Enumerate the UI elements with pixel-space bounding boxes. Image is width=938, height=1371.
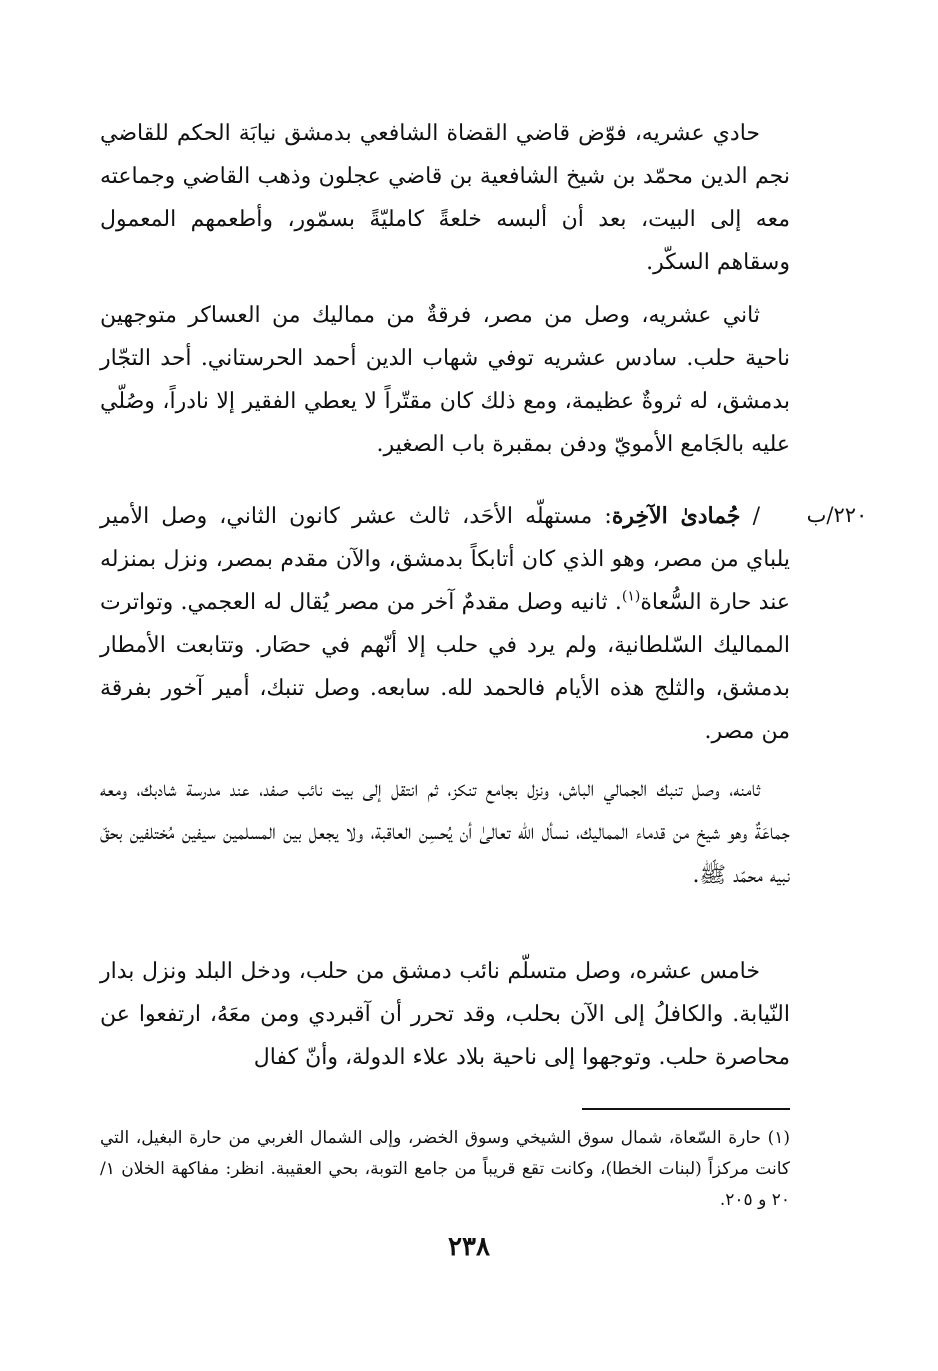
manuscript-folio-note: ٢٢٠/ب xyxy=(806,503,868,527)
heading-colon: : xyxy=(604,504,612,529)
paragraph-4 xyxy=(100,768,790,897)
paragraph-3 xyxy=(100,495,790,753)
paragraph-1 xyxy=(100,112,790,284)
paragraph-2 xyxy=(100,294,790,466)
paragraph-text: حادي عشريه، فوّض قاضي القضاة الشافعي بدمشق نيابَة الحكم للقاضي نجم الدين محمّد بن شيخ الشافعية بن قاضي عجلون وذهب القاضي وجماعته معه إلى البيت، بعد أن ألبسه خلعةً كامليّةً بسمّور، وأطعمهم المعمول وسقاهم السكّر. xyxy=(100,121,790,275)
paragraph-text: خامس عشره، وصل متسلّم نائب دمشق من حلب، ودخل البلد ونزل بدار النّيابة. والكافلُ إلى الآن بحلب، وقد تحرر أن آقبردي ومن معَهُ، ارتفعوا عن محاصرة حلب. وتوجهوا إلى ناحية بلاد علاء الدولة، وأنّ كفال xyxy=(100,959,790,1070)
paragraph-text-part: مستهلّه الأحَد، ثالث عشر كانون الثاني، وصل الأمير يلباي من مصر، وهو الذي كان أتابكاً بدمشق، والآن مقدم بمصر، ونزل بمنزله عند حارة السُّعاة xyxy=(100,504,790,615)
paragraph-text-part: . ثانيه وصل مقدمٌ آخر من مصر يُقال له العجمي. وتواترت المماليك السّلطانية، ولم يرد في حلب إلا أنّهم في حصَار. وتتابعت الأمطار بدمشق، والثلج هذه الأيام فالحمد لله. سابعه. وصل تنبك، أمير آخور بفرقة من مصر. xyxy=(100,590,790,744)
paragraph-text xyxy=(100,495,790,753)
footnotes xyxy=(100,1123,790,1216)
footnote-divider xyxy=(582,1108,790,1110)
paragraph-text: ثامنه، وصل تنبك الجمالي الباش، ونزل بجامع تنكز، ثم انتقل إلى بيت نائب صفد، عند مدرسة شادبك، ومعه جماعَةٌ وهو شيخ من قدماء المماليك، نسأل الله تعالىٰ أن يُحسِن العاقبة، ولا يجعل بين المسلمين سيفين مُختلفين بحقّ نبيه محمّد ﷺ. xyxy=(100,777,790,888)
footnote-marker: (١) xyxy=(621,588,641,605)
footnote-1: (١) حارة السّعاة، شمال سوق الشيخي وسوق الخضر، وإلى الشمال الغربي من حارة البغيل، التي كانت مركزاً (لبنات الخطا)، وكانت تقع قريباً من جامع التوبة، بحي العقيبة. انظر: مفاكهة الخلان ١/ ٢٠ و ٢٠٥. xyxy=(100,1128,790,1210)
paragraph-5 xyxy=(100,950,790,1079)
month-heading: جُمادىٰ الآخِرة xyxy=(611,503,741,529)
page-number: ٢٣٨ xyxy=(448,1232,490,1262)
folio-slash: / xyxy=(752,504,760,529)
paragraph-text: ثاني عشريه، وصل من مصر، فرقةٌ من مماليك من العساكر متوجهين ناحية حلب. سادس عشريه توفي شهاب الدين أحمد الحرستاني. أحد التجّار بدمشق، له ثروةٌ عظيمة، ومع ذلك كان مقتّراً لا يعطي الفقير إلا نادراً، وصُلّي عليه بالجَامع الأمويّ ودفن بمقبرة باب الصغير. xyxy=(100,303,790,457)
